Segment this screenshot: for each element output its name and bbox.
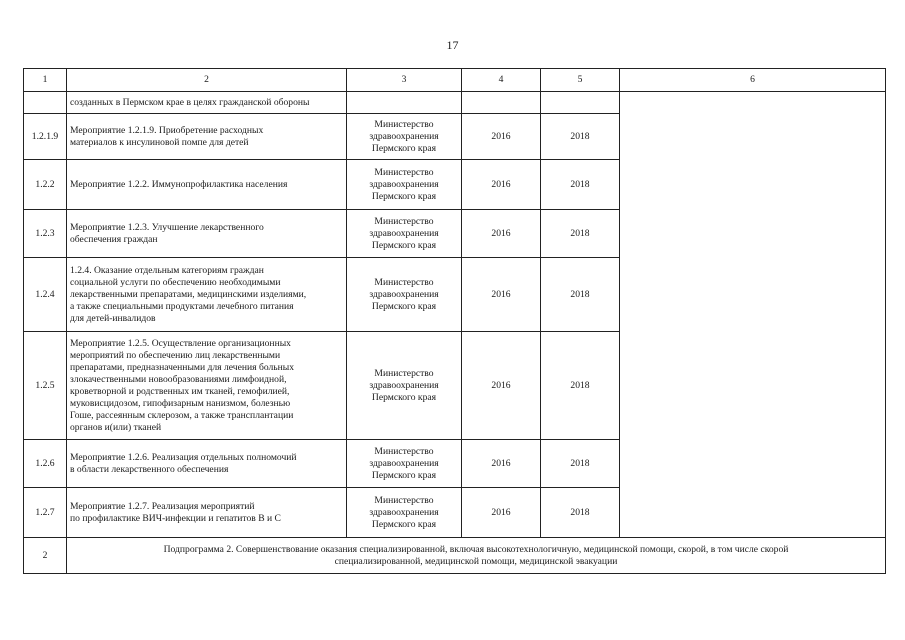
row-number: 1.2.2 — [24, 160, 67, 210]
measure-name: Мероприятие 1.2.6. Реализация отдельных полномочий в области лекарственного обеспечения — [67, 440, 347, 488]
start-year: 2016 — [462, 258, 541, 332]
measure-name: Мероприятие 1.2.3. Улучшение лекарственного обеспечения граждан — [67, 210, 347, 258]
end-year: 2018 — [541, 332, 620, 440]
responsible-executor: Министерство здравоохранения Пермского края — [347, 160, 462, 210]
measures-table — [23, 68, 886, 574]
row-number — [24, 92, 67, 114]
header-cell: 4 — [462, 69, 541, 92]
row-number: 1.2.3 — [24, 210, 67, 258]
header-cell: 5 — [541, 69, 620, 92]
table-row — [24, 92, 886, 114]
end-year: 2018 — [541, 210, 620, 258]
header-cell: 3 — [347, 69, 462, 92]
measure-name: Мероприятие 1.2.5. Осуществление организационных мероприятий по обеспечению лиц лекарственными препаратами, предназначенными для лечения больных злокачественными новообразованиями лимфоидной, кроветворной и родственных им тканей, гемофилией, муковисцидозом, гипофизарным нанизмом, болезнью Гоше, рассеянным склерозом, а также трансплантации органов и(или) тканей — [67, 332, 347, 440]
measure-name: Мероприятие 1.2.7. Реализация мероприятий по профилактике ВИЧ-инфекции и гепатитов В и С — [67, 488, 347, 538]
row-number: 1.2.6 — [24, 440, 67, 488]
responsible-executor: Министерство здравоохранения Пермского края — [347, 488, 462, 538]
subprogram-title: Подпрограмма 2. Совершенствование оказания специализированной, включая высокотехнологичную, медицинской помощи, скорой, в том числе скорой специализированной, медицинской помощи, медицинской эвакуации — [67, 538, 886, 574]
responsible-executor: Министерство здравоохранения Пермского края — [347, 258, 462, 332]
start-year: 2016 — [462, 160, 541, 210]
start-year — [462, 92, 541, 114]
start-year: 2016 — [462, 488, 541, 538]
row-number: 1.2.4 — [24, 258, 67, 332]
subprogram-row — [24, 538, 886, 574]
end-year: 2018 — [541, 258, 620, 332]
row-number: 1.2.5 — [24, 332, 67, 440]
responsible-executor — [347, 92, 462, 114]
column-6-cell — [620, 92, 886, 538]
start-year: 2016 — [462, 210, 541, 258]
end-year: 2018 — [541, 160, 620, 210]
table-header-row — [24, 69, 886, 92]
header-cell: 1 — [24, 69, 67, 92]
measure-name: Мероприятие 1.2.2. Иммунопрофилактика населения — [67, 160, 347, 210]
start-year: 2016 — [462, 332, 541, 440]
page-number: 17 — [446, 38, 459, 52]
header-cell: 2 — [67, 69, 347, 92]
end-year: 2018 — [541, 440, 620, 488]
row-number: 1.2.7 — [24, 488, 67, 538]
responsible-executor: Министерство здравоохранения Пермского края — [347, 440, 462, 488]
responsible-executor: Министерство здравоохранения Пермского края — [347, 114, 462, 160]
measure-name: созданных в Пермском крае в целях гражданской обороны — [67, 92, 347, 114]
subprogram-number: 2 — [24, 538, 67, 574]
end-year: 2018 — [541, 488, 620, 538]
measure-name: Мероприятие 1.2.1.9. Приобретение расходных материалов к инсулиновой помпе для детей — [67, 114, 347, 160]
start-year: 2016 — [462, 114, 541, 160]
measure-name: 1.2.4. Оказание отдельным категориям граждан социальной услуги по обеспечению необходимыми лекарственными препаратами, медицинскими изделиями, а также специальными продуктами лечебного питания для детей-инвалидов — [67, 258, 347, 332]
end-year: 2018 — [541, 114, 620, 160]
row-number: 1.2.1.9 — [24, 114, 67, 160]
responsible-executor: Министерство здравоохранения Пермского края — [347, 210, 462, 258]
end-year — [541, 92, 620, 114]
header-cell: 6 — [620, 69, 886, 92]
start-year: 2016 — [462, 440, 541, 488]
responsible-executor: Министерство здравоохранения Пермского края — [347, 332, 462, 440]
